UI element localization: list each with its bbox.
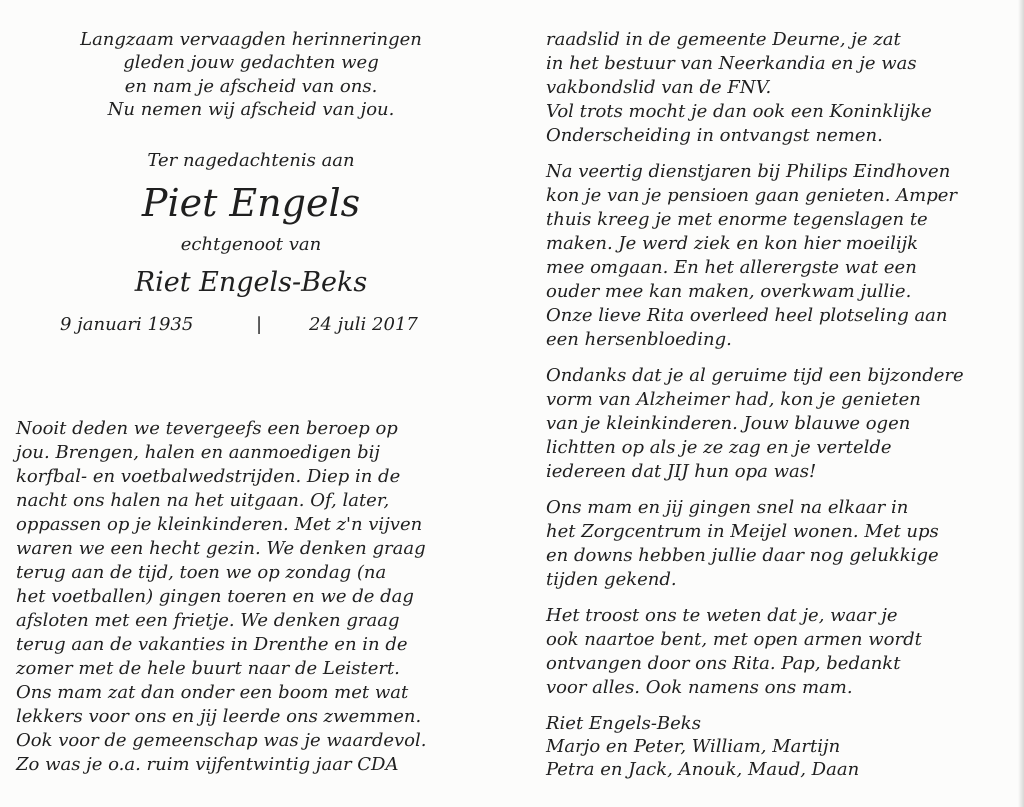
text-line: zomer met de hele buurt naar de Leistert. xyxy=(16,658,400,679)
paragraph-care-center xyxy=(546,496,1006,592)
text-line: Ons mam en jij gingen snel na elkaar in xyxy=(546,497,909,518)
paragraph-career xyxy=(546,28,1006,148)
deceased-name: Piet Engels xyxy=(141,180,361,225)
memory-label: Ter nagedachtenis aan xyxy=(147,149,355,171)
text-line: kon je van je pensioen gaan genieten. Amper xyxy=(546,185,957,206)
text-line: en downs hebben jullie daar nog gelukkige xyxy=(546,545,939,566)
text-line: Onderscheiding in ontvangst nemen. xyxy=(546,125,883,146)
card-edge-shadow xyxy=(1018,0,1024,807)
family-signature xyxy=(546,712,1006,781)
text-line: Ook voor de gemeenschap was je waardevol. xyxy=(16,730,427,751)
text-line: voor alles. Ook namens ons mam. xyxy=(546,677,853,698)
poem-line: gleden jouw gedachten weg xyxy=(123,52,379,74)
text-line: het Zorgcentrum in Meijel wonen. Met ups xyxy=(546,521,939,542)
text-line: Vol trots mocht je dan ook een Koninklijke xyxy=(546,101,932,122)
text-line: Na veertig dienstjaren bij Philips Eindhoven xyxy=(546,161,951,182)
life-dates xyxy=(16,314,486,338)
text-line: in het bestuur van Neerkandia en je was xyxy=(546,53,917,74)
text-line: Zo was je o.a. ruim vijfentwintig jaar CDA xyxy=(16,754,399,775)
text-line: jou. Brengen, halen en aanmoedigen bij xyxy=(16,442,380,463)
death-date: 24 juli 2017 xyxy=(309,313,418,335)
left-column xyxy=(16,28,486,338)
signature-line: Riet Engels-Beks xyxy=(546,713,701,734)
text-line: een hersenbloeding. xyxy=(546,329,732,350)
text-line: mee omgaan. En het allerergste wat een xyxy=(546,257,917,278)
text-line: terug aan de vakanties in Drenthe en in de xyxy=(16,634,408,655)
birth-date: 9 januari 1935 xyxy=(60,313,194,335)
right-column xyxy=(546,28,1006,781)
paragraph-farewell xyxy=(546,604,1006,700)
text-line: van je kleinkinderen. Jouw blauwe ogen xyxy=(546,413,911,434)
spouse-name: Riet Engels-Beks xyxy=(134,266,368,298)
text-line: lekkers voor ons en jij leerde ons zwemmen. xyxy=(16,706,422,727)
text-line: maken. Je werd ziek en kon hier moeilijk xyxy=(546,233,919,254)
paragraph-grandchildren xyxy=(546,364,1006,484)
text-line: vorm van Alzheimer had, kon je genieten xyxy=(546,389,921,410)
text-line: raadslid in de gemeente Deurne, je zat xyxy=(546,29,901,50)
text-line: Ons mam zat dan onder een boom met wat xyxy=(16,682,409,703)
text-line: ouder mee kan maken, overkwam jullie. xyxy=(546,281,912,302)
date-separator: | xyxy=(256,313,263,335)
text-line: Nooit deden we tevergeefs een beroep op xyxy=(16,418,398,439)
text-line: waren we een hecht gezin. We denken graag xyxy=(16,538,426,559)
text-line: nacht ons halen na het uitgaan. Of, later, xyxy=(16,490,390,511)
text-line: afsloten met een frietje. We denken graag xyxy=(16,610,400,631)
text-line: vakbondslid van de FNV. xyxy=(546,77,772,98)
poem-line: Langzaam vervaagden herinneringen xyxy=(80,29,422,50)
signature-line: Marjo en Peter, William, Martijn xyxy=(546,736,841,757)
paragraph-retirement xyxy=(546,160,1006,352)
text-line: Het troost ons te weten dat je, waar je xyxy=(546,605,898,626)
text-line: ook naartoe bent, met open armen wordt xyxy=(546,629,922,650)
poem-line: en nam je afscheid van ons. xyxy=(124,75,378,97)
text-line: lichtten op als je ze zag en je vertelde xyxy=(546,437,892,458)
text-line: Ondanks dat je al geruime tijd een bijzondere xyxy=(546,365,964,386)
left-biography xyxy=(16,417,496,777)
text-line: Onze lieve Rita overleed heel plotseling aan xyxy=(546,305,948,326)
opening-poem xyxy=(16,28,486,122)
poem-line: Nu nemen wij afscheid van jou. xyxy=(107,99,395,121)
spouse-label: echtgenoot van xyxy=(180,233,322,255)
text-line: het voetballen) gingen toeren en we de dag xyxy=(16,586,414,607)
signature-line: Petra en Jack, Anouk, Maud, Daan xyxy=(546,759,860,780)
text-line: korfbal- en voetbalwedstrijden. Diep in de xyxy=(16,466,401,487)
text-line: tijden gekend. xyxy=(546,569,677,590)
text-line: oppassen op je kleinkinderen. Met z'n vijven xyxy=(16,514,423,535)
text-line: terug aan de tijd, toen we op zondag (na xyxy=(16,562,387,583)
text-line: ontvangen door ons Rita. Pap, bedankt xyxy=(546,653,901,674)
text-line: thuis kreeg je met enorme tegenslagen te xyxy=(546,209,928,230)
text-line: iedereen dat JIJ hun opa was! xyxy=(546,461,817,482)
